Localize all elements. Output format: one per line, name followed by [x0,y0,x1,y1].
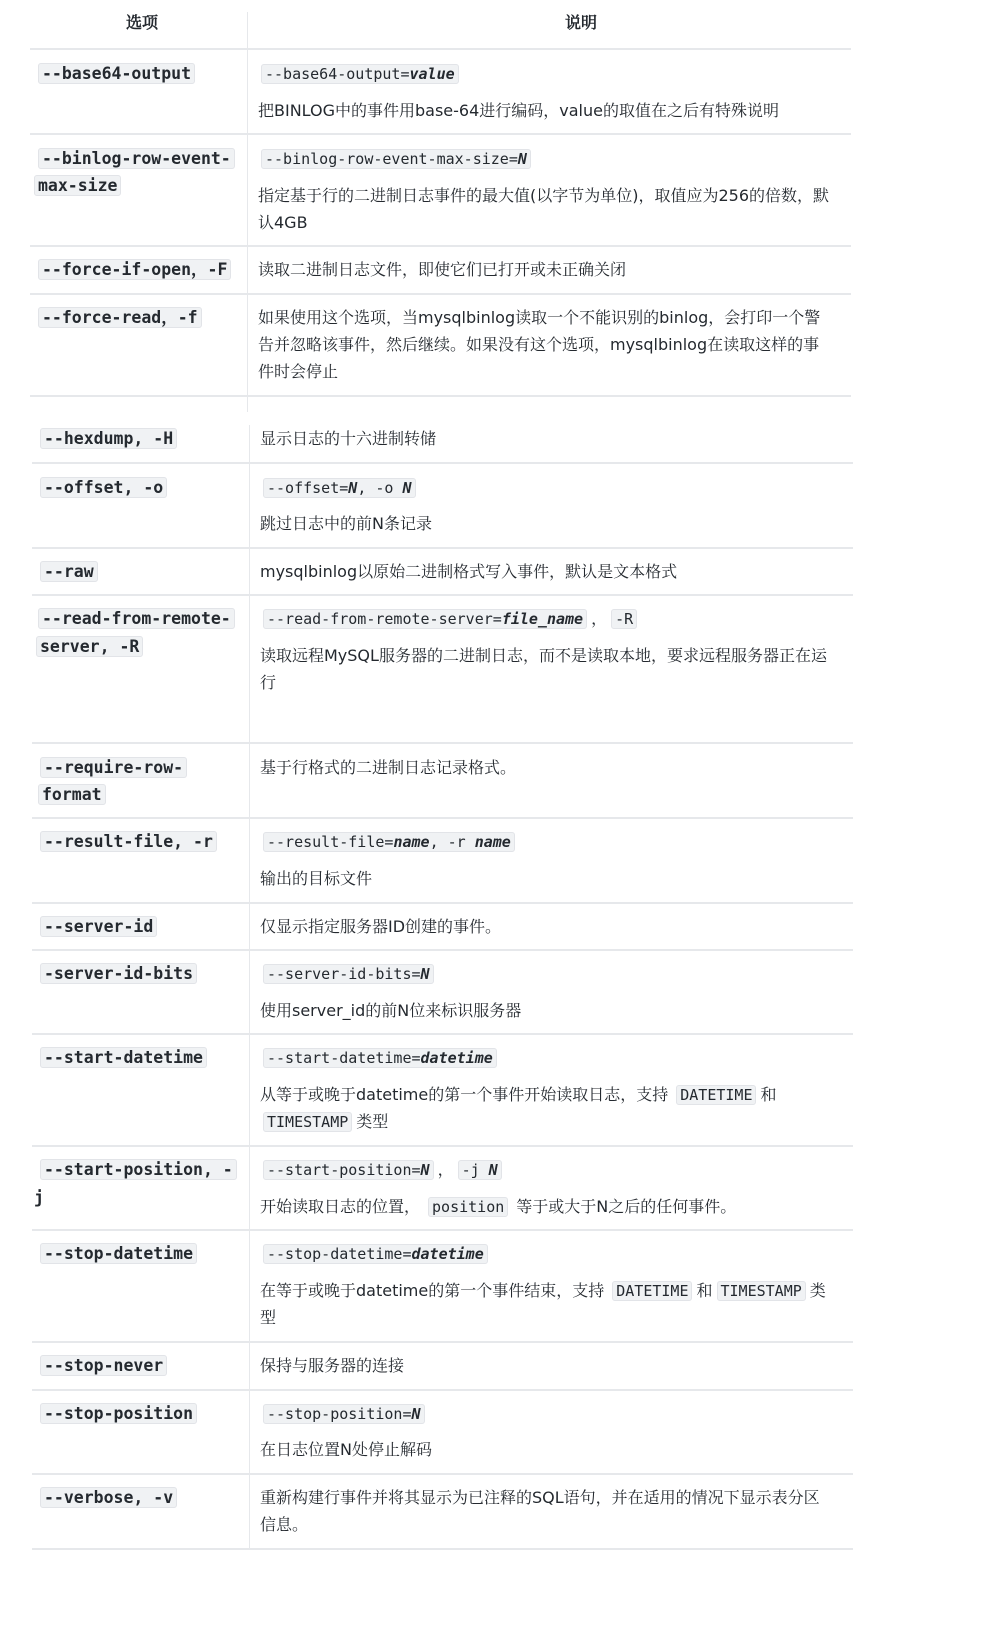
option-syntax: --binlog-row-event-max-size=N [261,144,531,174]
option-description: 指定基于行的二进制日志事件的最大值(以字节为单位)，取值应为256的倍数，默 [258,186,830,205]
option-description: 开始读取日志的位置， position 等于或大于N之后的任何事件。 [260,1197,737,1216]
option-name: --start-position, - [40,1155,237,1184]
option-description: 基于行格式的二进制日志记录格式。 [260,758,517,777]
option-name: --raw [40,557,98,586]
row-divider [32,1341,853,1343]
option-description: 从等于或晚于datetime的第一个事件开始读取日志，支持 DATETIME 和 [260,1085,777,1104]
option-description: 把BINLOG中的事件用base-64进行编码，value的取值在之后有特殊说明 [258,101,779,120]
option-description: 显示日志的十六进制转储 [260,429,437,448]
row-divider [30,245,851,247]
option-description: 如果使用这个选项，当mysqlbinlog读取一个不能识别的binlog，会打印一个警 [258,308,821,327]
option-name: max-size [34,171,121,200]
row-divider [30,133,851,135]
option-name: j [34,1188,44,1207]
row-divider [32,594,853,596]
option-description: 输出的目标文件 [260,869,373,888]
option-name: format [38,780,106,809]
option-description: 重新构建行事件并将其显示为已注释的SQL语句，并在适用的情况下显示表分区 [260,1488,820,1507]
option-name: --base64-output [38,59,195,88]
row-divider [32,547,853,549]
row-divider [32,949,853,951]
row-divider [32,1145,853,1147]
option-syntax: --offset=N, -o N [263,473,416,503]
option-description: TIMESTAMP 类型 [263,1107,392,1137]
option-description: 行 [260,673,277,692]
row-divider [30,395,851,397]
option-description: 在日志位置N处停止解码 [260,1440,432,1459]
header-rule [30,48,851,50]
option-description: 使用server_id的前N位来标识服务器 [260,1001,522,1020]
option-name: --start-datetime [40,1043,207,1072]
option-syntax: --read-from-remote-server=file_name ， -R [263,604,637,634]
option-name: --binlog-row-event- [38,144,235,173]
row-divider [32,742,853,744]
option-description: 保持与服务器的连接 [260,1356,405,1375]
option-name: --result-file, -r [40,827,217,856]
row-divider [32,462,853,464]
option-name: --require-row- [40,753,187,782]
option-name: --force-read，-f [38,303,202,332]
option-syntax: --server-id-bits=N [263,959,434,989]
option-description: 仅显示指定服务器ID创建的事件。 [260,917,502,936]
row-divider [32,1389,853,1391]
row-divider [32,1473,853,1475]
column-header-description: 说明 [565,13,598,32]
option-syntax: --start-datetime=datetime [263,1043,497,1073]
column-header-option: 选项 [126,13,159,32]
option-syntax: --base64-output=value [261,59,459,89]
option-name: --stop-never [40,1351,167,1380]
row-divider [32,817,853,819]
option-description: 在等于或晚于datetime的第一个事件结束，支持 DATETIME 和 TIMESTAMP 类 [260,1281,826,1300]
option-description: 型 [260,1308,277,1327]
option-syntax: --start-position=N ， -j N [263,1155,502,1185]
option-name: --force-if-open，-F [38,255,231,284]
option-name: --hexdump, -H [40,424,177,453]
row-divider [32,902,853,904]
option-description: 告并忽略该事件，然后继续。如果没有这个选项，mysqlbinlog在读取这样的事 [258,335,820,354]
option-syntax: --stop-position=N [263,1399,425,1429]
option-description: mysqlbinlog以原始二进制格式写入事件，默认是文本格式 [260,562,678,581]
column-divider [247,12,248,412]
option-description: 件时会停止 [258,362,339,381]
option-syntax: --stop-datetime=datetime [263,1239,488,1269]
option-description: 认4GB [258,213,308,232]
option-description: 读取远程MySQL服务器的二进制日志，而不是读取本地，要求远程服务器正在运 [260,646,827,665]
row-divider [30,293,851,295]
option-description: 跳过日志中的前N条记录 [260,514,432,533]
row-divider [32,1033,853,1035]
option-description: 信息。 [260,1515,309,1534]
option-name: --server-id [40,912,157,941]
row-divider [32,1548,853,1550]
option-name: -server-id-bits [40,959,197,988]
option-name: --stop-position [40,1399,197,1428]
row-divider [32,1229,853,1231]
option-syntax: --result-file=name, -r name [263,827,515,857]
option-name: --stop-datetime [40,1239,197,1268]
option-name: --offset, -o [40,473,167,502]
option-name: --verbose, -v [40,1483,177,1512]
option-description: 读取二进制日志文件，即使它们已打开或未正确关闭 [258,260,627,279]
option-name: --read-from-remote- [38,604,235,633]
option-name: server, -R [36,632,143,661]
